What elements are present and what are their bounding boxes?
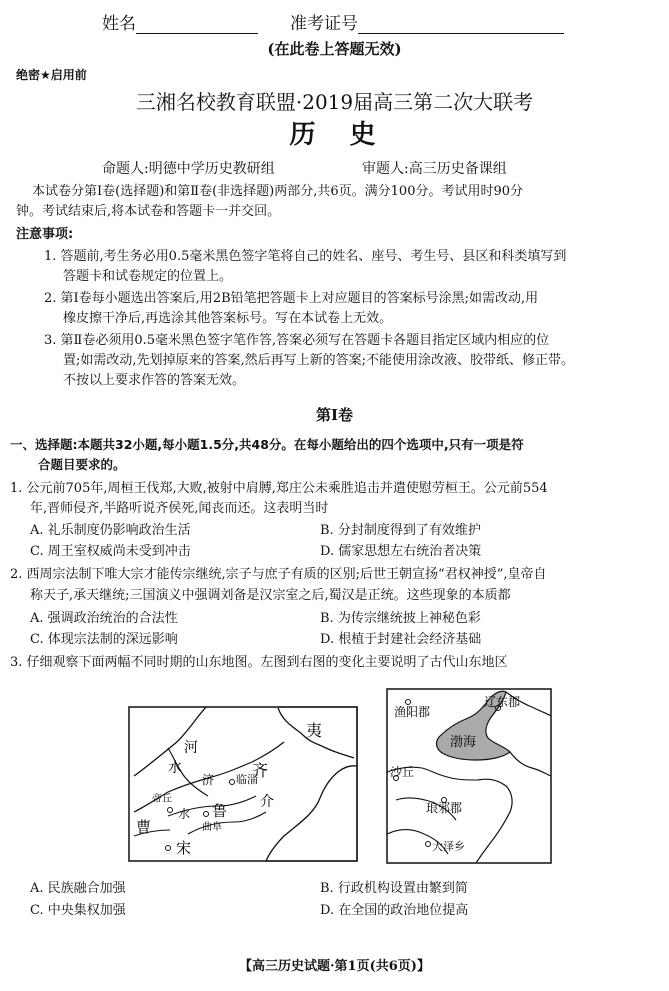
map-label: 介 (260, 794, 274, 810)
q3-option-c: C. 中央集权加强 (30, 903, 126, 918)
map-label: 齐 (252, 761, 269, 780)
exam-number-field (290, 9, 564, 34)
intro-line: 钟。考试结束后,将本试卷和答题卡一并交回。 (16, 204, 281, 219)
section-title: 第Ⅰ卷 (315, 406, 354, 424)
notice-title: 注意事项: (16, 227, 74, 242)
map-label: 大泽乡 (432, 840, 465, 853)
q3-option-d: D. 在全国的政治地位提高 (320, 903, 469, 918)
q1-stem: 年,晋师侵齐,半路听说齐侯死,闻丧而还。这表明当时 (30, 501, 329, 516)
reviewer-line: 审题人:高三历史备课组 (362, 161, 507, 177)
map-label: 水 (178, 807, 191, 821)
q2-option-b: B. 为传宗继统披上神秘色彩 (320, 611, 481, 626)
q1-option-b: B. 分封制度得到了有效维护 (320, 523, 481, 538)
map-right (386, 688, 552, 864)
exam-title: 三湘名校教育联盟·2019届高三第二次大联考 (135, 90, 534, 114)
notice-line: 答题卡和试卷规定的位置上。 (63, 269, 233, 284)
map-label: 河 (184, 740, 198, 756)
exam-number-label: 准考证号 (290, 14, 358, 34)
q1-option-c: C. 周王室权威尚未受到冲击 (30, 544, 191, 559)
map-label: 沙丘 (390, 765, 415, 779)
name-field (102, 9, 258, 34)
map-label: 曲阜 (202, 822, 222, 833)
name-label: 姓名 (102, 14, 136, 34)
map-label: 水 (168, 760, 182, 776)
map-left (128, 706, 358, 862)
q3-option-a: A. 民族融合加强 (30, 881, 126, 896)
map-label: 琅邪郡 (426, 801, 463, 815)
q2-stem: 称天子,承天继统;三国演义中强调刘备是汉宗室之后,蜀汉是正统。这些现象的本质都 (30, 588, 511, 603)
exam-number-blank (358, 15, 564, 34)
map-label: 渤海 (450, 735, 477, 750)
map-label: 辽东郡 (484, 695, 521, 709)
notice-line: 橡皮擦干净后,再选涂其他答案标号。写在本试卷上无效。 (63, 311, 393, 326)
invalid-note: (在此卷上答题无效) (267, 40, 402, 58)
map-label: 鲁 (212, 802, 228, 820)
notice-line: 不按以上要求作答的答案无效。 (63, 373, 246, 388)
q2-option-c: C. 体现宗法制的深远影响 (30, 632, 178, 647)
map-label: 济 (202, 773, 215, 787)
q1-option-d: D. 儒家思想左右统治者决策 (320, 544, 482, 559)
part1-instruction: 一、选择题:本题共32小题,每小题1.5分,共48分。在每小题给出的四个选项中,只有一项是符 (10, 437, 524, 452)
map-label: 帝丘 (152, 794, 172, 805)
name-blank (136, 15, 258, 34)
map-label: 渔阳郡 (394, 705, 431, 719)
map-label: 夷 (306, 721, 323, 740)
map-label: 临淄 (236, 773, 258, 786)
q3-option-b: B. 行政机构设置由繁到简 (320, 881, 468, 896)
q2-option-a: A. 强调政治统治的合法性 (30, 611, 178, 626)
intro-line: 本试卷分第Ⅰ卷(选择题)和第Ⅱ卷(非选择题)两部分,共6页。满分100分。考试用时90分 (32, 184, 524, 199)
page-footer: 【高三历史试题·第1页(共6页)】 (239, 959, 430, 974)
subject-title: 历 史 (289, 120, 380, 150)
author-line: 命题人:明德中学历史教研组 (102, 161, 275, 177)
notice-line: 置;如需改动,先划掉原来的答案,然后再写上新的答案;不能使用涂改液、胶带纸、修正带。 (63, 353, 575, 368)
q1-stem: 1. 公元前705年,周桓王伐郑,大败,被射中肩膊,郑庄公未乘胜追击并遣使慰劳桓王。公元前554 (10, 481, 548, 496)
q2-option-d: D. 根植于封建社会经济基础 (320, 632, 482, 647)
secret-label: 绝密★启用前 (16, 68, 87, 82)
notice-line: 1. 答题前,考生务必用0.5毫米黑色签字笔将自己的姓名、座号、考生号、县区和科类填写到 (44, 249, 567, 264)
q3-stem: 3. 仔细观察下面两幅不同时期的山东地图。左图到右图的变化主要说明了古代山东地区 (10, 655, 508, 670)
q2-stem: 2. 西周宗法制下唯大宗才能传宗继统,宗子与庶子有质的区别;后世王朝宣扬“君权神授”,皇帝自 (10, 567, 547, 582)
part1-instruction: 合题目要求的。 (38, 457, 126, 472)
notice-line: 2. 第Ⅰ卷每小题选出答案后,用2B铅笔把答题卡上对应题目的答案标号涂黑;如需改动,用 (44, 291, 539, 306)
map-label: 曹 (136, 818, 152, 836)
map-label: 宋 (176, 839, 192, 857)
notice-line: 3. 第Ⅱ卷必须用0.5毫米黑色签字笔作答,答案必须写在答题卡各题目指定区域内相应的位 (44, 333, 550, 348)
q1-option-a: A. 礼乐制度仍影响政治生活 (30, 523, 191, 538)
